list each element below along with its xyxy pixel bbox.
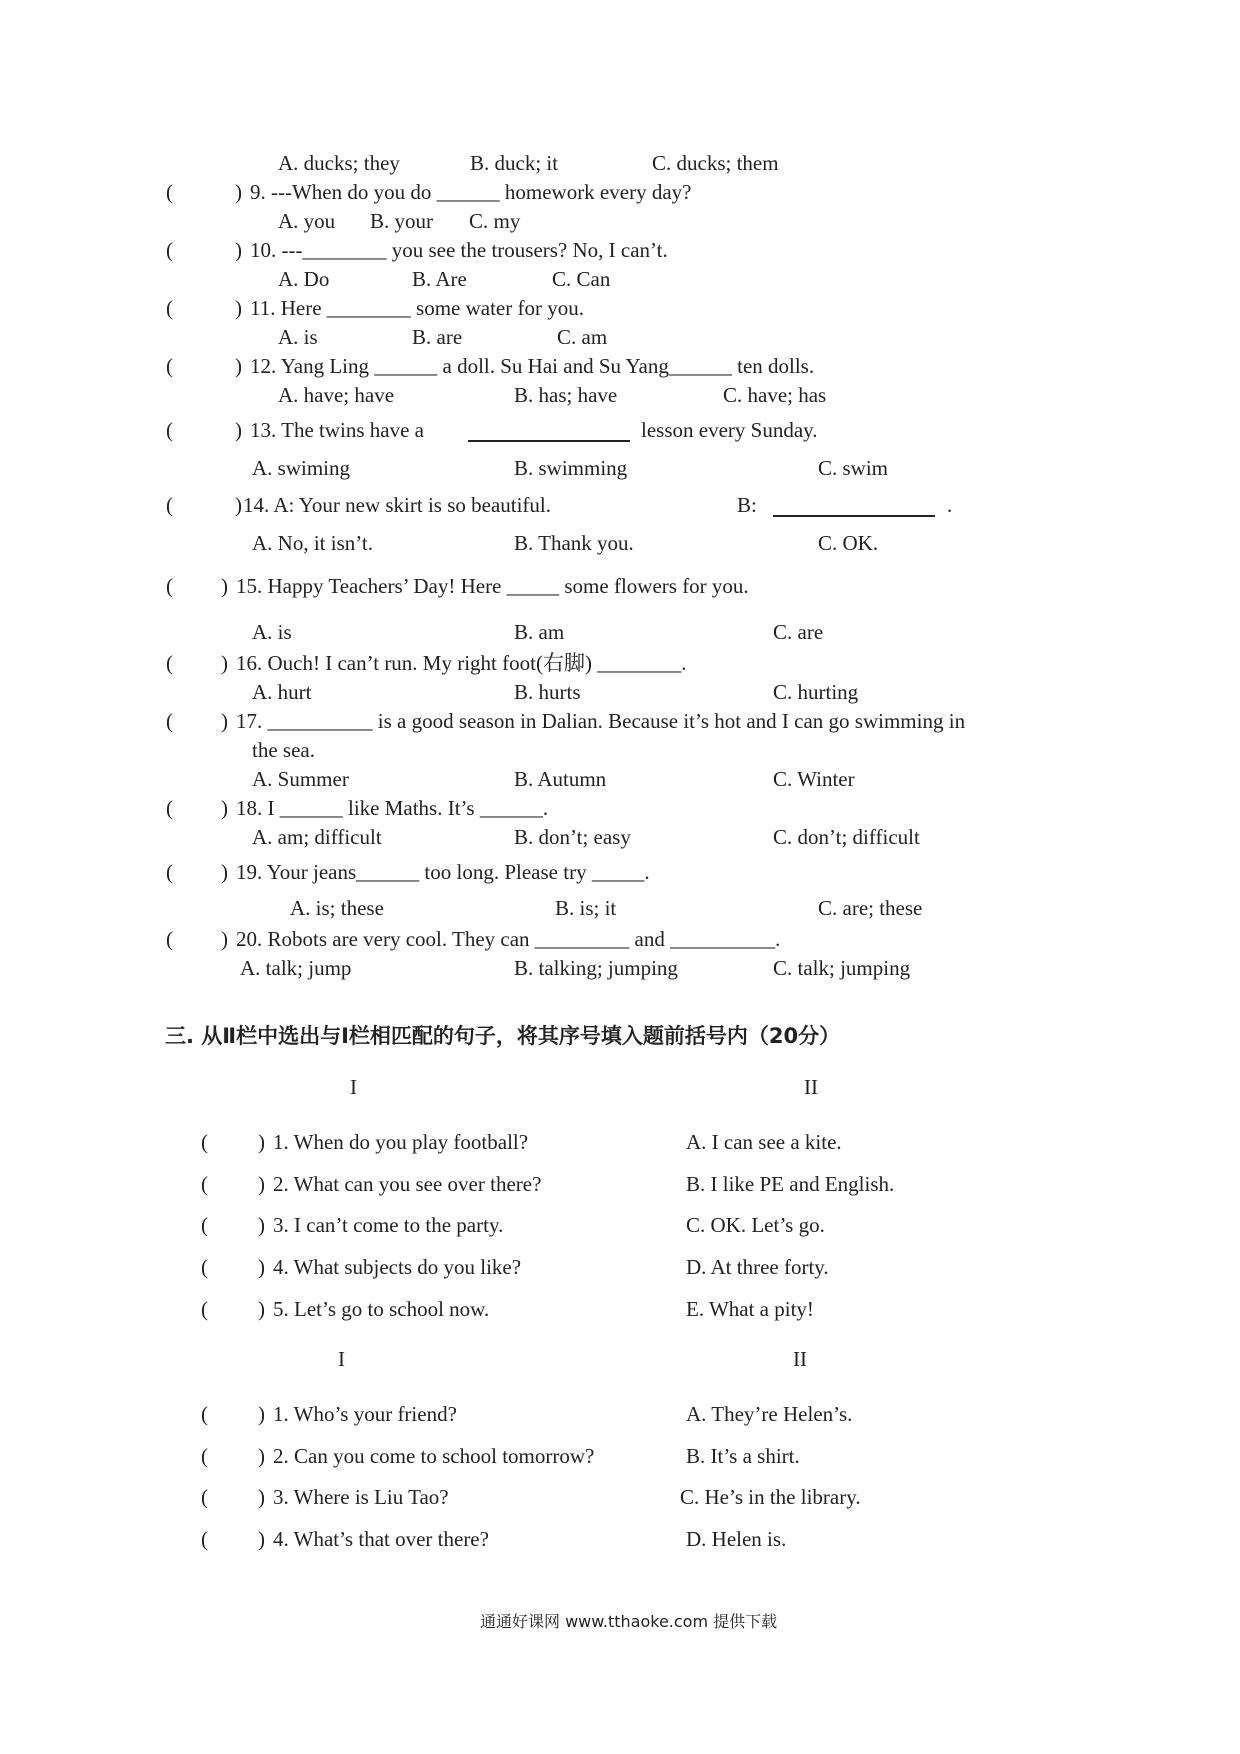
q8-option-a: A. ducks; they: [278, 151, 400, 175]
g1-row2-paren-close: ): [258, 1172, 265, 1196]
g1-row1-left: 1. When do you play football?: [273, 1130, 529, 1154]
g1-row5-left: 5. Let’s go to school now.: [273, 1297, 490, 1321]
q20-option-c: C. talk; jumping: [773, 956, 911, 980]
g2-row1-paren-close: ): [258, 1402, 265, 1426]
g2-row4-right: D. Helen is.: [686, 1527, 787, 1551]
q14-blank: [773, 515, 935, 517]
q18-answer-paren-close: ): [221, 796, 228, 820]
q15-answer-paren-close: ): [221, 574, 228, 598]
q8-option-b: B. duck; it: [470, 151, 559, 175]
q17-answer-paren-open[interactable]: (: [166, 709, 173, 733]
g1-row3-paren-open[interactable]: (: [201, 1213, 208, 1237]
q15-option-c: C. are: [773, 620, 824, 644]
g2-row4-paren-open[interactable]: (: [201, 1527, 208, 1551]
q13-question-end: lesson every Sunday.: [641, 418, 818, 442]
q10-option-a: A. Do: [278, 267, 330, 291]
q9-option-c: C. my: [469, 209, 521, 233]
q11-answer-paren-open[interactable]: (: [166, 296, 173, 320]
q13-question-start: 13. The twins have a: [250, 418, 424, 442]
q13-option-c: C. swim: [818, 456, 889, 480]
g1-row4-left: 4. What subjects do you like?: [273, 1255, 522, 1279]
g1-row1-right: A. I can see a kite.: [686, 1130, 842, 1154]
g1-row1-paren-close: ): [258, 1130, 265, 1154]
g2-row4-left: 4. What’s that over there?: [273, 1527, 489, 1551]
q12-option-b: B. has; have: [514, 383, 618, 407]
g2-row2-left: 2. Can you come to school tomorrow?: [273, 1444, 595, 1468]
q12-option-a: A. have; have: [278, 383, 395, 407]
group1-column-i-header: I: [350, 1075, 357, 1099]
g2-row1-right: A. They’re Helen’s.: [686, 1402, 853, 1426]
g1-row3-right: C. OK. Let’s go.: [686, 1213, 825, 1237]
q19-answer-paren-open[interactable]: (: [166, 860, 173, 884]
g1-row2-left: 2. What can you see over there?: [273, 1172, 542, 1196]
q17-answer-paren-close: ): [221, 709, 228, 733]
g1-row5-right: E. What a pity!: [686, 1297, 814, 1321]
q10-option-c: C. Can: [552, 267, 611, 291]
g2-row3-left: 3. Where is Liu Tao?: [273, 1485, 449, 1509]
q12-question: 12. Yang Ling ______ a doll. Su Hai and Su Yang______ ten dolls.: [250, 354, 815, 378]
q18-question: 18. I ______ like Maths. It’s ______.: [236, 796, 549, 820]
q14-option-a: A. No, it isn’t.: [252, 531, 373, 555]
q12-answer-paren-close: ): [235, 354, 242, 378]
q11-option-c: C. am: [557, 325, 608, 349]
q14-end-period: .: [947, 493, 953, 517]
g1-row4-paren-close: ): [258, 1255, 265, 1279]
g2-row3-paren-close: ): [258, 1485, 265, 1509]
q19-option-c: C. are; these: [818, 896, 923, 920]
g1-row2-right: B. I like PE and English.: [686, 1172, 895, 1196]
q12-option-c: C. have; has: [723, 383, 827, 407]
q15-option-b: B. am: [514, 620, 565, 644]
q9-option-b: B. your: [370, 209, 433, 233]
q14-answer-paren-open[interactable]: (: [166, 493, 173, 517]
g1-row4-paren-open[interactable]: (: [201, 1255, 208, 1279]
q10-answer-paren-close: ): [235, 238, 242, 262]
q20-question: 20. Robots are very cool. They can _________ and __________.: [236, 927, 781, 951]
g1-row4-right: D. At three forty.: [686, 1255, 829, 1279]
q15-option-a: A. is: [252, 620, 292, 644]
q19-option-b: B. is; it: [555, 896, 617, 920]
q15-answer-paren-open[interactable]: (: [166, 574, 173, 598]
q9-question: 9. ---When do you do ______ homework every day?: [250, 180, 692, 204]
q19-answer-paren-close: ): [221, 860, 228, 884]
q11-option-b: B. are: [412, 325, 463, 349]
section3-heading: 三. 从Ⅱ栏中选出与Ⅰ栏相匹配的句子，将其序号填入题前括号内（20分）: [165, 1024, 841, 1048]
q18-option-a: A. am; difficult: [252, 825, 382, 849]
q9-answer-paren-close: ): [235, 180, 242, 204]
q13-option-a: A. swiming: [252, 456, 351, 480]
g2-row1-left: 1. Who’s your friend?: [273, 1402, 457, 1426]
q10-answer-paren-open[interactable]: (: [166, 238, 173, 262]
q13-answer-paren-open[interactable]: (: [166, 418, 173, 442]
g2-row2-paren-close: ): [258, 1444, 265, 1468]
q11-answer-paren-close: ): [235, 296, 242, 320]
q18-answer-paren-open[interactable]: (: [166, 796, 173, 820]
q16-option-c: C. hurting: [773, 680, 859, 704]
g2-row3-paren-open[interactable]: (: [201, 1485, 208, 1509]
q12-answer-paren-open[interactable]: (: [166, 354, 173, 378]
q10-option-b: B. Are: [412, 267, 467, 291]
q18-option-b: B. don’t; easy: [514, 825, 631, 849]
q11-option-a: A. is: [278, 325, 318, 349]
group2-column-i-header: I: [338, 1347, 345, 1371]
q17-option-b: B. Autumn: [514, 767, 607, 791]
g1-row2-paren-open[interactable]: (: [201, 1172, 208, 1196]
q16-option-b: B. hurts: [514, 680, 581, 704]
g1-row3-left: 3. I can’t come to the party.: [273, 1213, 504, 1237]
g1-row5-paren-open[interactable]: (: [201, 1297, 208, 1321]
g2-row2-paren-open[interactable]: (: [201, 1444, 208, 1468]
q19-question: 19. Your jeans______ too long. Please try _____.: [236, 860, 650, 884]
q9-answer-paren-open[interactable]: (: [166, 180, 173, 204]
g2-row3-right: C. He’s in the library.: [680, 1485, 861, 1509]
q20-answer-paren-close: ): [221, 927, 228, 951]
q14-answer-paren-close: ): [235, 493, 242, 517]
q8-option-c: C. ducks; them: [652, 151, 779, 175]
q14-option-c: C. OK.: [818, 531, 879, 555]
q15-question: 15. Happy Teachers’ Day! Here _____ some flowers for you.: [236, 574, 749, 598]
group1-column-ii-header: II: [804, 1075, 818, 1099]
q9-option-a: A. you: [278, 209, 336, 233]
g1-row5-paren-close: ): [258, 1297, 265, 1321]
q10-question: 10. ---________ you see the trousers? No, I can’t.: [250, 238, 668, 262]
page-footer: 通通好课网 www.tthaoke.com 提供下载: [480, 1612, 778, 1631]
q18-option-c: C. don’t; difficult: [773, 825, 920, 849]
g2-row4-paren-close: ): [258, 1527, 265, 1551]
q20-option-a: A. talk; jump: [240, 956, 352, 980]
q13-blank: [468, 440, 630, 442]
q16-option-a: A. hurt: [252, 680, 312, 704]
q17-option-c: C. Winter: [773, 767, 855, 791]
q14-option-b: B. Thank you.: [514, 531, 634, 555]
q19-option-a: A. is; these: [290, 896, 384, 920]
g1-row3-paren-close: ): [258, 1213, 265, 1237]
group2-column-ii-header: II: [793, 1347, 807, 1371]
q17-option-a: A. Summer: [252, 767, 349, 791]
g1-row1-paren-open[interactable]: (: [201, 1130, 208, 1154]
q20-option-b: B. talking; jumping: [514, 956, 678, 980]
q16-question: 16. Ouch! I can’t run. My right foot(右脚) ________.: [236, 651, 687, 675]
q13-option-b: B. swimming: [514, 456, 628, 480]
q14-b-label: B:: [737, 493, 757, 517]
q16-answer-paren-close: ): [221, 651, 228, 675]
q13-answer-paren-close: ): [235, 418, 242, 442]
q17-question: 17. __________ is a good season in Dalian. Because it’s hot and I can go swimming in: [236, 709, 966, 733]
q14-question: 14. A: Your new skirt is so beautiful.: [243, 493, 552, 517]
q16-answer-paren-open[interactable]: (: [166, 651, 173, 675]
q20-answer-paren-open[interactable]: (: [166, 927, 173, 951]
q11-question: 11. Here ________ some water for you.: [250, 296, 584, 320]
g2-row2-right: B. It’s a shirt.: [686, 1444, 800, 1468]
g2-row1-paren-open[interactable]: (: [201, 1402, 208, 1426]
q17-question-continued: the sea.: [252, 738, 315, 762]
